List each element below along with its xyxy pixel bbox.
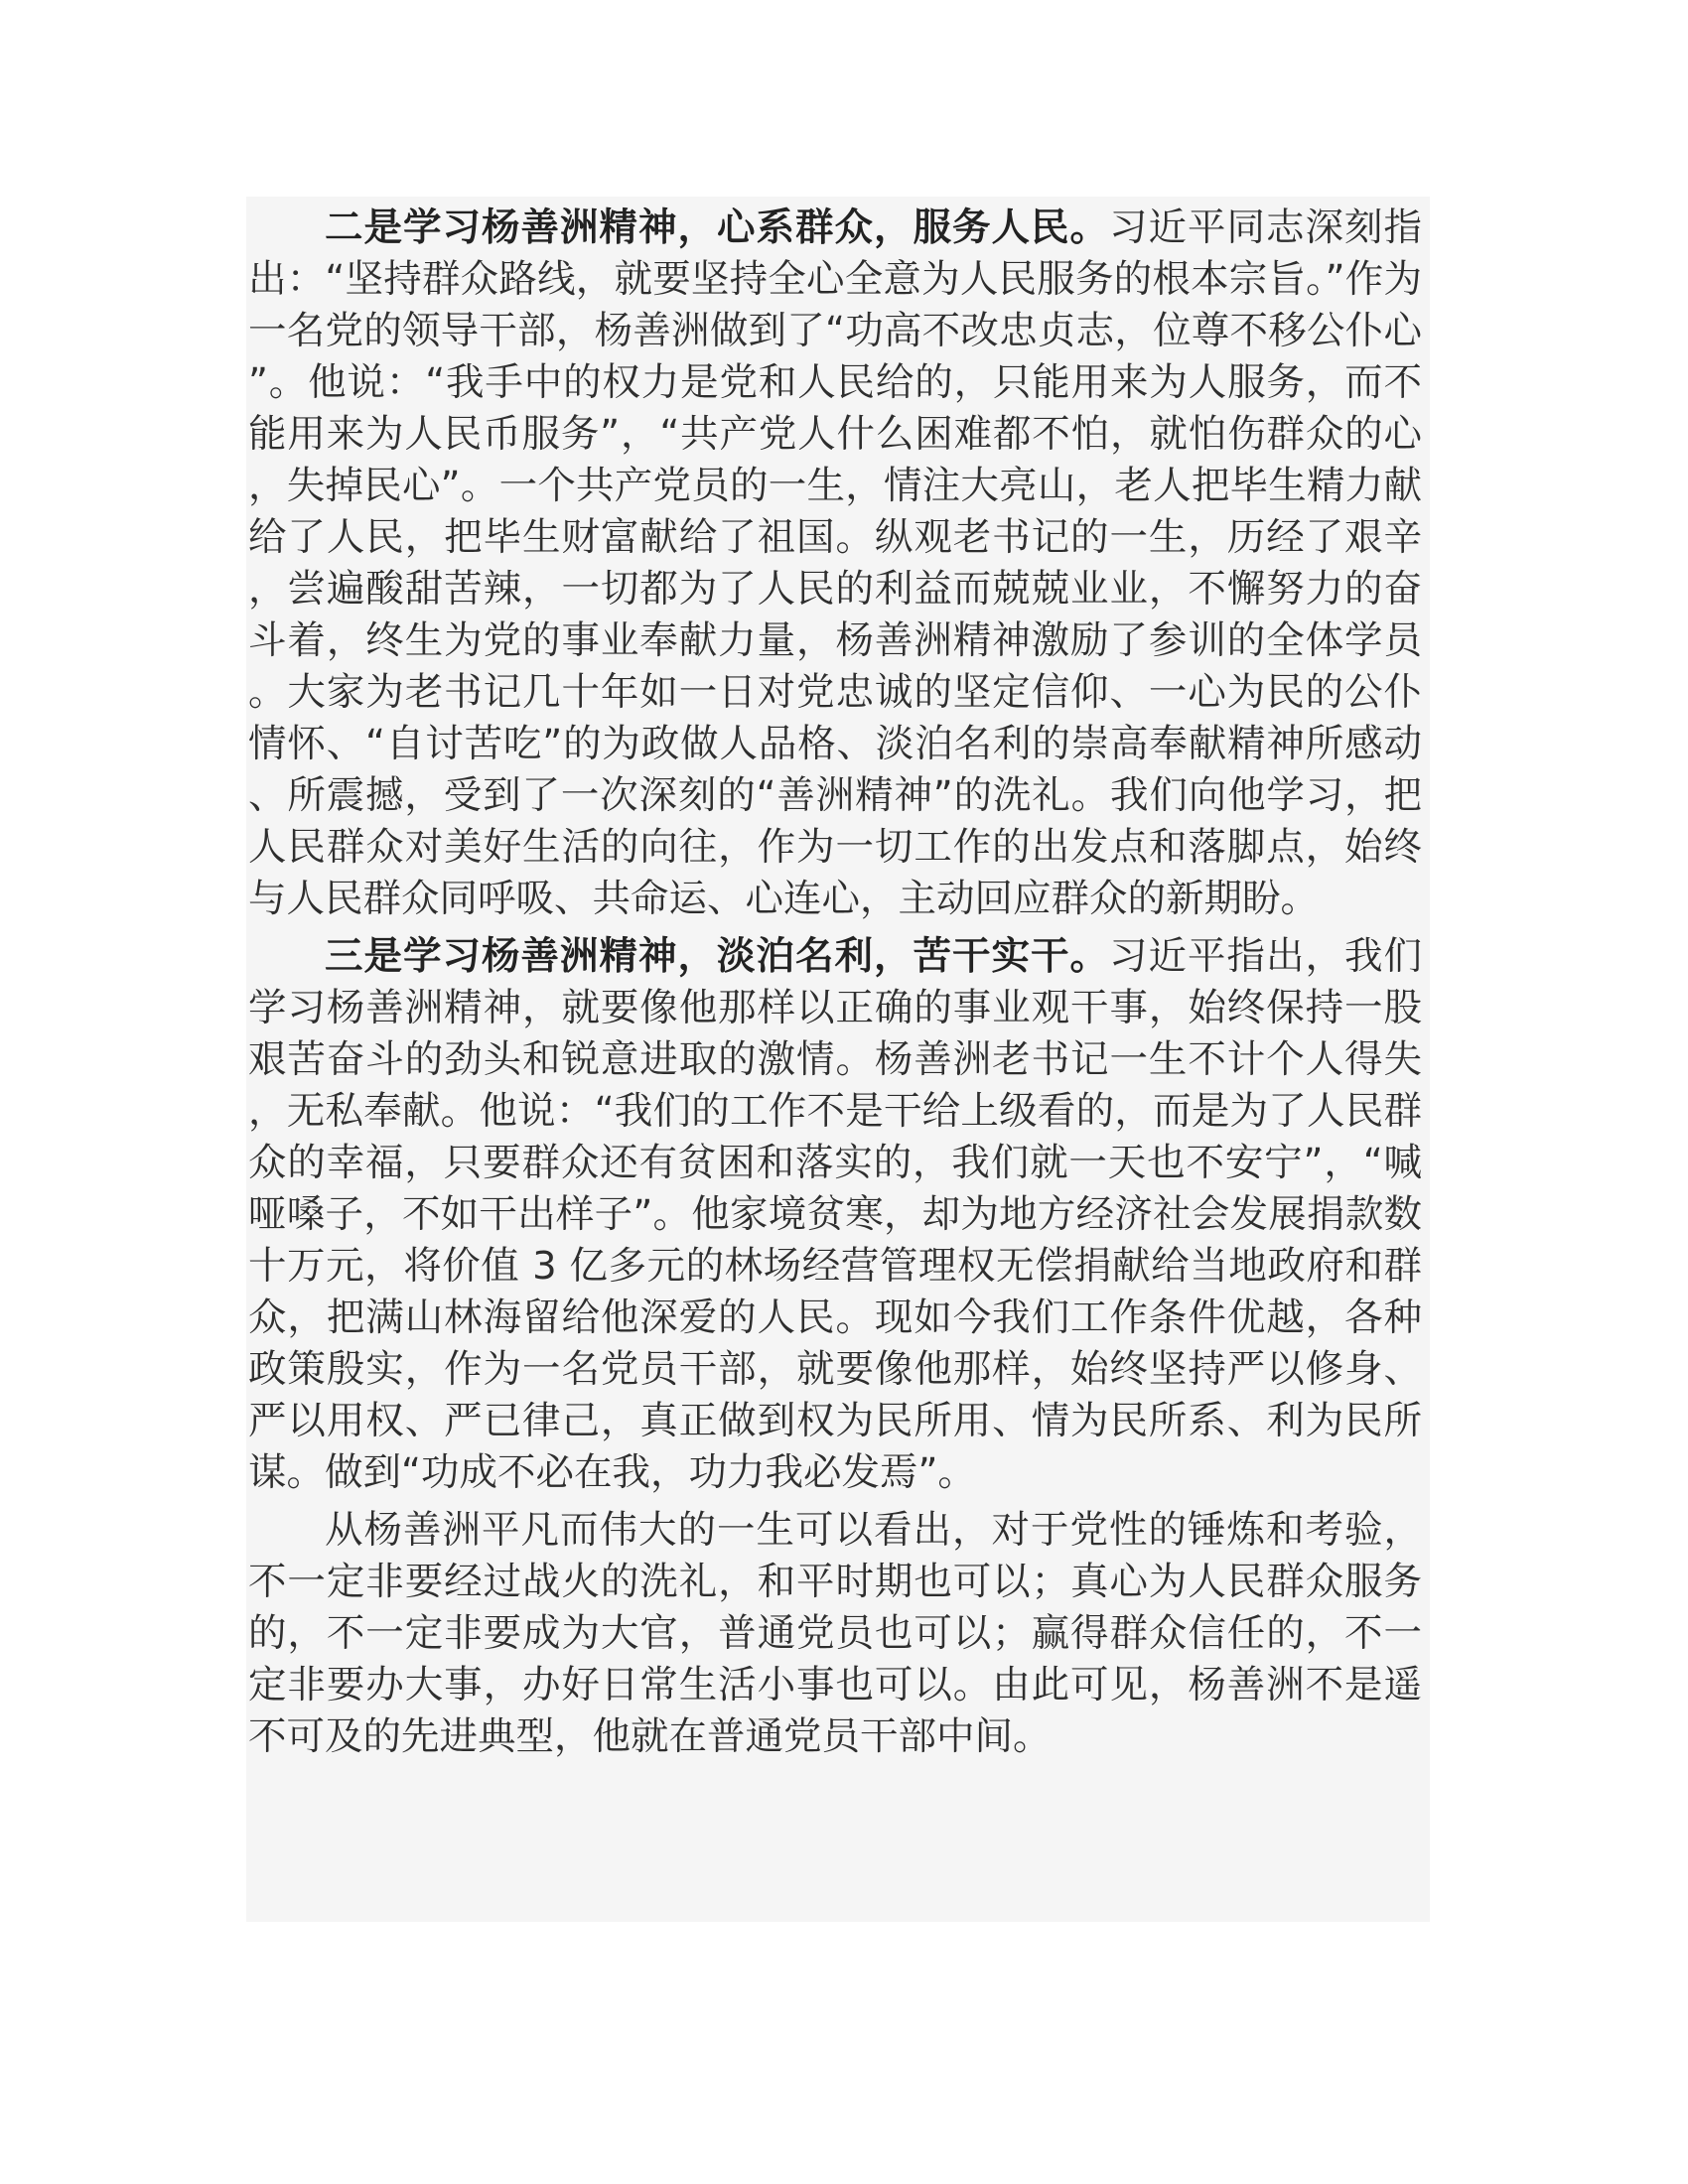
paragraph-body: 习近平同志深刻指出：“坚持群众路线，就要坚持全心全意为人民服务的根本宗旨。”作为一名党的领导干部，杨善洲做到了“功高不改忠贞志，位尊不移公仆心”。他说：“我手中的权力是党和人民给的，只能用来为人服务，而不能用来为人民币服务”，“共产党人什么困难都不怕，就怕伤群众的心，失掉民心”。一个共产党员的一生，情注大亮山，老人把毕生精力献给了人民，把毕生财富献给了祖国。纵观老书记的一生，历经了艰辛，尝遍酸甜苦辣，一切都为了人民的利益而兢兢业业，不懈努力的奋斗着，终生为党的事业奉献力量，杨善洲精神激励了参训的全体学员。大家为老书记几十年如一日对党忠诚的坚定信仰、一心为民的公仆情怀、“自讨苦吃”的为政做人品格、淡泊名利的崇高奉献精神所感动、所震撼，受到了一次深刻的“善洲精神”的洗礼。我们向他学习，把人民群众对美好生活的向往，作为一切工作的出发点和落脚点，始终与人民群众同呼吸、共命运、心连心，主动回应群众的新期盼。	[248, 205, 1422, 921]
paragraph-conclusion	[248, 1505, 1422, 1763]
paragraph-body: 从杨善洲平凡而伟大的一生可以看出，对于党性的锤炼和考验，不一定非要经过战火的洗礼，和平时期也可以；真心为人民群众服务的，不一定非要成为大官，普通党员也可以；赢得群众信任的，不一定非要办大事，办好日常生活小事也可以。由此可见，杨善洲不是遥不可及的先进典型，他就在普通党员干部中间。	[248, 1508, 1422, 1759]
paragraph-lead: 三是学习杨善洲精神，淡泊名利，苦干实干。	[325, 934, 1109, 979]
paragraph-study-hard-work	[248, 931, 1422, 1499]
document-text-block	[246, 197, 1430, 1922]
paragraph-study-serve-people	[248, 203, 1422, 925]
paragraph-body: 习近平指出，我们学习杨善洲精神，就要像他那样以正确的事业观干事，始终保持一股艰苦奋斗的劲头和锐意进取的激情。杨善洲老书记一生不计个人得失，无私奉献。他说：“我们的工作不是干给上级看的，而是为了人民群众的幸福，只要群众还有贫困和落实的，我们就一天也不安宁”，“喊哑嗓子，不如干出样子”。他家境贫寒，却为地方经济社会发展捐款数十万元，将价值 3 亿多元的林场经营管理权无偿捐献给当地政府和群众，把满山林海留给他深爱的人民。现如今我们工作条件优越，各种政策殷实，作为一名党员干部，就要像他那样，始终坚持严以修身、严以用权、严已律己，真正做到权为民所用、情为民所系、利为民所谋。做到“功成不必在我，功力我必发焉”。	[248, 934, 1422, 1495]
paragraph-lead: 二是学习杨善洲精神，心系群众，服务人民。	[325, 205, 1109, 250]
